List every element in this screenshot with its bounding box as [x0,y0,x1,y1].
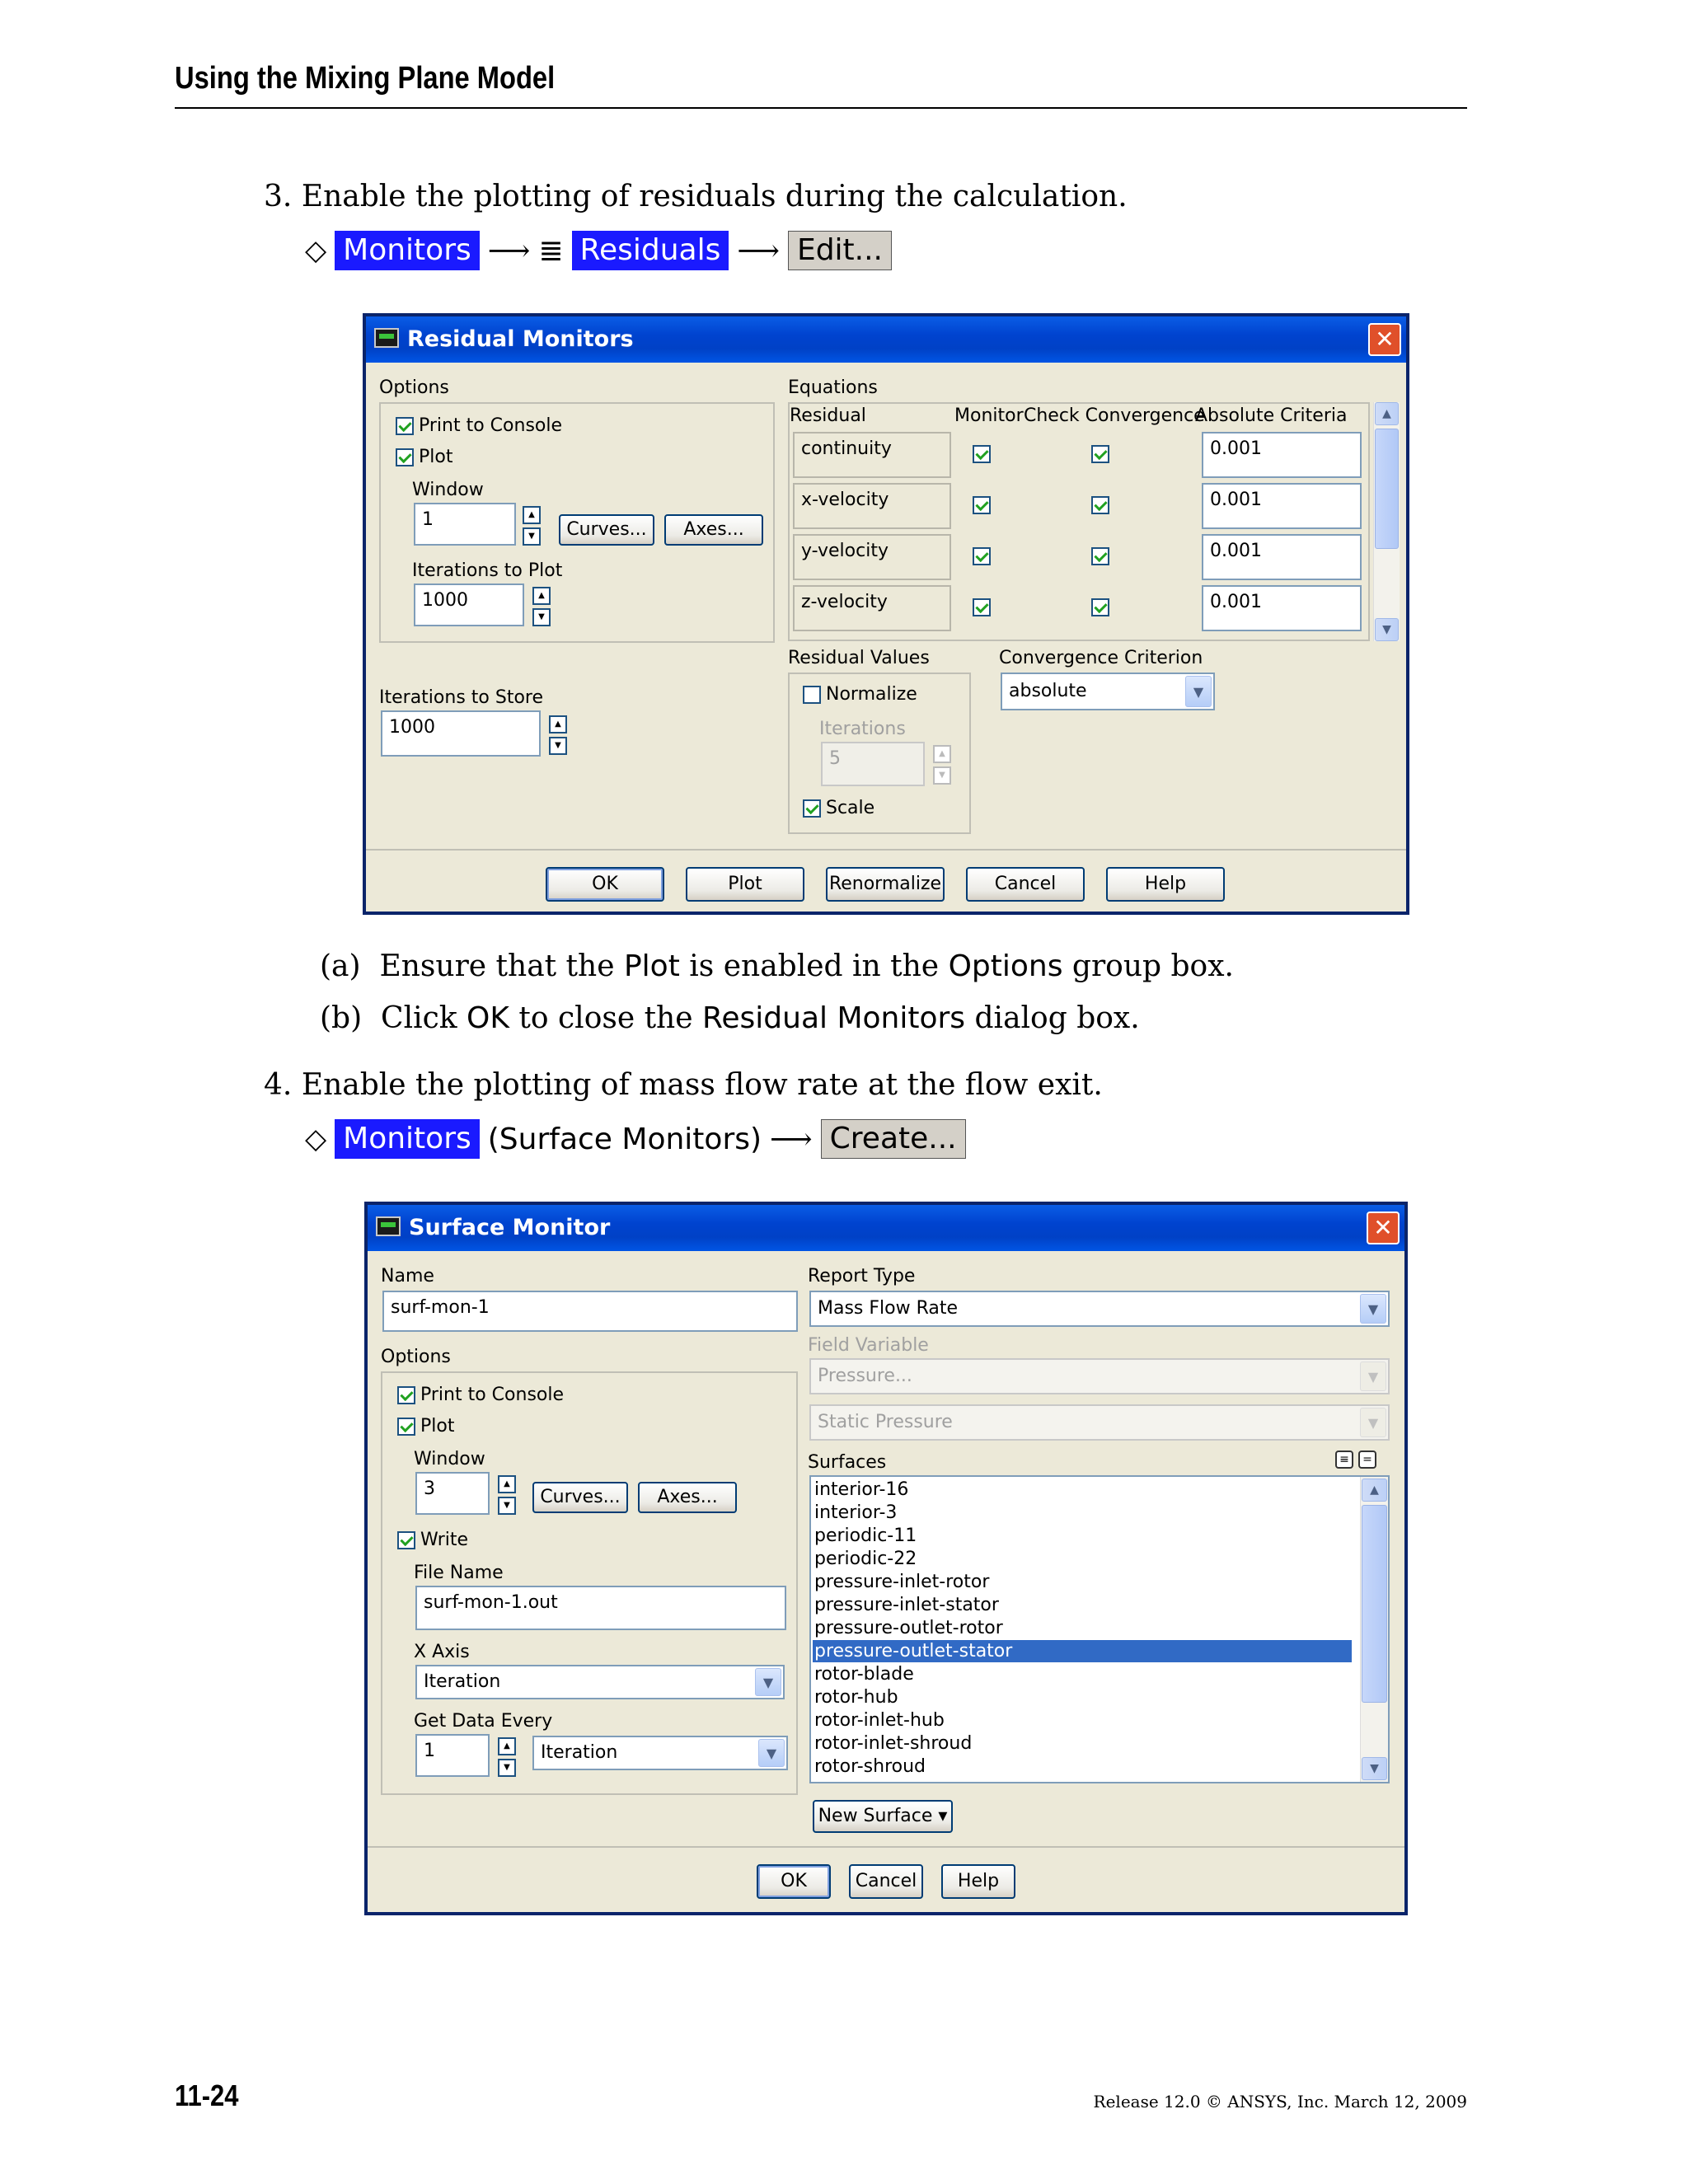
normalize-iterations-spinner[interactable]: ▲ ▼ [933,745,951,788]
list-item[interactable]: rotor-inlet-shroud [814,1733,973,1754]
create-button[interactable]: Create... [821,1119,966,1159]
edit-button[interactable]: Edit... [788,231,892,270]
iterations-to-plot-label: Iterations to Plot [412,560,563,581]
chevron-down-icon[interactable]: ▼ [755,1668,781,1696]
absolute-criteria-input[interactable]: 0.001 [1202,483,1362,529]
axes-button[interactable]: Axes... [664,514,763,546]
select-all-icon[interactable]: ≡ [1335,1451,1353,1469]
button-separator [368,1846,1404,1848]
nav-path-surface-monitors [305,1118,966,1160]
page-header-title: Using the Mixing Plane Model [175,61,556,96]
step-number: 4. [264,1068,293,1102]
list-item[interactable]: rotor-shroud [814,1756,926,1777]
print-to-console-label: Print to Console [419,415,563,436]
arrow-icon: ⟶ [737,233,780,268]
renormalize-button[interactable]: Renormalize [826,867,945,902]
residual-monitors-dialog [363,313,1409,915]
dialog-title-bar [368,1205,1404,1251]
nav-residuals[interactable]: Residuals [572,231,729,270]
help-button[interactable]: Help [941,1864,1015,1899]
convergence-criterion-value: absolute [1009,681,1087,701]
write-checkbox[interactable] [397,1531,415,1549]
equations-scrollbar[interactable] [1373,402,1400,641]
substep-keyword: Residual Monitors [701,1001,966,1035]
new-surface-button[interactable]: New Surface ▾ [813,1800,953,1833]
window-label: Window [412,480,484,500]
axes-button[interactable]: Axes... [638,1482,737,1513]
step-4 [264,1068,1103,1102]
report-type-select[interactable] [809,1291,1390,1327]
window-label: Window [414,1449,485,1469]
chevron-down-icon[interactable]: ▼ [1360,1408,1386,1437]
options-label: Options [381,1347,451,1367]
navigation-diamond-icon: ◇ [305,1122,327,1155]
ok-button[interactable]: OK [757,1864,831,1899]
substep-text: to close the [509,1001,702,1035]
x-axis-label: X Axis [414,1642,470,1662]
residual-name: x-velocity [793,483,951,529]
substep-b [320,1001,1140,1035]
iterations-to-plot-input[interactable]: 1000 [414,583,524,626]
substep-keyword: Plot [623,949,680,983]
iterations-to-store-label: Iterations to Store [379,687,543,708]
list-item[interactable]: pressure-inlet-rotor [814,1572,990,1592]
page-number: 11-24 [175,2079,239,2112]
write-label: Write [420,1530,469,1550]
nav-path-residuals [305,229,892,272]
iterations-to-store-spinner[interactable]: ▲ ▼ [549,715,567,758]
substep-text: Click [381,1001,467,1035]
absolute-criteria-input[interactable]: 0.001 [1202,585,1362,631]
substep-a [320,949,1234,983]
step-3 [264,180,1128,213]
scale-label: Scale [826,798,875,818]
scroll-up-icon[interactable]: ▲ [1375,402,1399,425]
check-convergence-checkbox[interactable] [1091,598,1109,616]
get-data-every-unit: Iteration [541,1742,618,1763]
residual-name: z-velocity [793,585,951,631]
navigation-diamond-icon: ◇ [305,234,327,267]
col-absolute-criteria: Absolute Criteria [1195,405,1348,426]
chevron-down-icon[interactable]: ▼ [758,1739,785,1767]
check-convergence-checkbox[interactable] [1091,496,1109,514]
list-icon: ≣ [538,233,564,268]
file-name-label: File Name [414,1563,504,1583]
step-text: Enable the plotting of residuals during the calculation. [301,180,1128,213]
scroll-down-icon[interactable]: ▼ [1362,1757,1387,1780]
scroll-up-icon[interactable]: ▲ [1362,1479,1387,1502]
normalize-iterations-input[interactable]: 5 [821,742,925,786]
print-to-console-checkbox[interactable] [396,417,414,435]
name-input[interactable]: surf-mon-1 [382,1291,798,1332]
col-check-convergence: Check Convergence [1024,405,1205,426]
list-item[interactable]: periodic-11 [814,1526,917,1546]
nav-monitors[interactable]: Monitors [335,231,480,270]
get-data-every-spinner[interactable]: ▲ ▼ [498,1737,516,1780]
name-label: Name [381,1266,434,1286]
residual-name: y-velocity [793,534,951,580]
substep-keyword: OK [467,1001,509,1035]
list-item[interactable]: pressure-outlet-rotor [814,1618,1003,1638]
substep-text: group box. [1062,949,1234,983]
residual-values-label: Residual Values [788,648,930,668]
plot-label: Plot [419,447,453,467]
get-data-every-input[interactable]: 1 [415,1734,490,1777]
report-type-value: Mass Flow Rate [818,1298,959,1319]
x-axis-value: Iteration [424,1671,501,1692]
field-variable-value: Pressure... [818,1366,912,1386]
options-label: Options [379,377,449,398]
col-monitor: Monitor [954,405,1024,426]
header-rule [175,107,1467,109]
absolute-criteria-input[interactable]: 0.001 [1202,432,1362,478]
chevron-down-icon[interactable]: ▼ [1185,676,1212,707]
button-separator [366,849,1406,851]
normalize-label: Normalize [826,684,917,705]
report-type-label: Report Type [808,1266,916,1286]
scroll-thumb[interactable] [1375,429,1399,549]
substep-text: Ensure that the [379,949,624,983]
print-to-console-label: Print to Console [420,1385,565,1405]
equations-label: Equations [788,377,878,398]
list-item[interactable]: rotor-blade [814,1664,914,1685]
scroll-thumb[interactable] [1362,1505,1387,1703]
normalize-checkbox[interactable] [803,686,821,704]
check-convergence-checkbox[interactable] [1091,445,1109,463]
close-icon[interactable]: ✕ [1368,323,1401,356]
get-data-every-unit-select[interactable] [532,1736,788,1770]
plot-button[interactable]: Plot [686,867,804,902]
list-item[interactable]: rotor-hub [814,1687,898,1708]
monitor-checkbox[interactable] [973,496,991,514]
curves-button[interactable]: Curves... [532,1482,628,1513]
x-axis-select[interactable] [415,1665,785,1699]
cancel-button[interactable]: Cancel [849,1864,923,1899]
substep-text: is enabled in the [679,949,949,983]
list-item[interactable]: interior-3 [814,1502,898,1523]
check-convergence-checkbox[interactable] [1091,547,1109,565]
curves-button[interactable]: Curves... [559,514,654,546]
nav-monitors[interactable]: Monitors [335,1119,480,1159]
surface-monitor-dialog [364,1202,1408,1915]
plot-label: Plot [420,1416,455,1436]
arrow-icon: ⟶ [487,233,531,268]
iterations-to-plot-spinner[interactable]: ▲ ▼ [532,587,551,630]
list-item[interactable]: interior-16 [814,1479,909,1500]
ok-button[interactable]: OK [546,867,664,902]
field-variable-label: Field Variable [808,1335,929,1356]
iterations-to-store-input[interactable]: 1000 [381,710,541,757]
window-spinner[interactable]: ▲ ▼ [498,1475,516,1518]
step-text: Enable the plotting of mass flow rate at the flow exit. [301,1068,1103,1102]
app-icon [376,1216,401,1236]
list-item-selected[interactable]: pressure-outlet-stator [813,1640,1352,1662]
dialog-title: Residual Monitors [407,326,634,352]
monitor-checkbox[interactable] [973,445,991,463]
dialog-title: Surface Monitor [409,1215,611,1240]
field-variable-sub-value: Static Pressure [818,1412,953,1432]
get-data-every-label: Get Data Every [414,1711,553,1732]
convergence-criterion-select[interactable] [1001,673,1215,710]
window-input[interactable]: 3 [415,1472,490,1515]
surfaces-listbox[interactable] [809,1475,1390,1783]
arrow-icon: ⟶ [770,1122,813,1156]
substep-keyword: Options [948,949,1063,983]
chevron-down-icon[interactable]: ▼ [1360,1294,1386,1324]
dialog-title-bar [366,316,1406,363]
substep-text: dialog box. [965,1001,1140,1035]
residual-name: continuity [793,432,951,478]
plot-checkbox[interactable] [396,448,414,466]
plot-checkbox[interactable] [397,1418,415,1436]
surfaces-label: Surfaces [808,1452,887,1473]
help-button[interactable]: Help [1106,867,1225,902]
release-note: Release 12.0 © ANSYS, Inc. March 12, 2009 [1093,2092,1467,2111]
list-item[interactable]: rotor-inlet-hub [814,1710,945,1731]
deselect-all-icon[interactable]: = [1358,1451,1376,1469]
col-residual: Residual [790,405,866,426]
field-variable-sub-select[interactable] [809,1404,1390,1441]
window-spinner[interactable]: ▲ ▼ [523,506,541,549]
field-variable-select[interactable] [809,1358,1390,1394]
monitor-checkbox[interactable] [973,547,991,565]
list-item[interactable]: periodic-22 [814,1549,917,1569]
surfaces-scrollbar[interactable] [1360,1477,1388,1782]
list-item[interactable]: pressure-inlet-stator [814,1595,999,1615]
nav-context: (Surface Monitors) [487,1122,762,1156]
app-icon [374,328,399,348]
absolute-criteria-input[interactable]: 0.001 [1202,534,1362,580]
iterations-label: Iterations [819,719,906,739]
substep-label: (a) [320,949,361,983]
step-number: 3. [264,180,293,213]
scroll-down-icon[interactable]: ▼ [1375,618,1399,641]
monitor-checkbox[interactable] [973,598,991,616]
file-name-input[interactable]: surf-mon-1.out [415,1586,786,1630]
substep-label: (b) [320,1001,363,1035]
convergence-criterion-label: Convergence Criterion [999,648,1203,668]
window-input[interactable]: 1 [414,503,516,546]
cancel-button[interactable]: Cancel [966,867,1085,902]
scale-checkbox[interactable] [803,799,821,818]
close-icon[interactable]: ✕ [1367,1212,1400,1244]
chevron-down-icon[interactable]: ▼ [1360,1361,1386,1391]
print-to-console-checkbox[interactable] [397,1386,415,1404]
